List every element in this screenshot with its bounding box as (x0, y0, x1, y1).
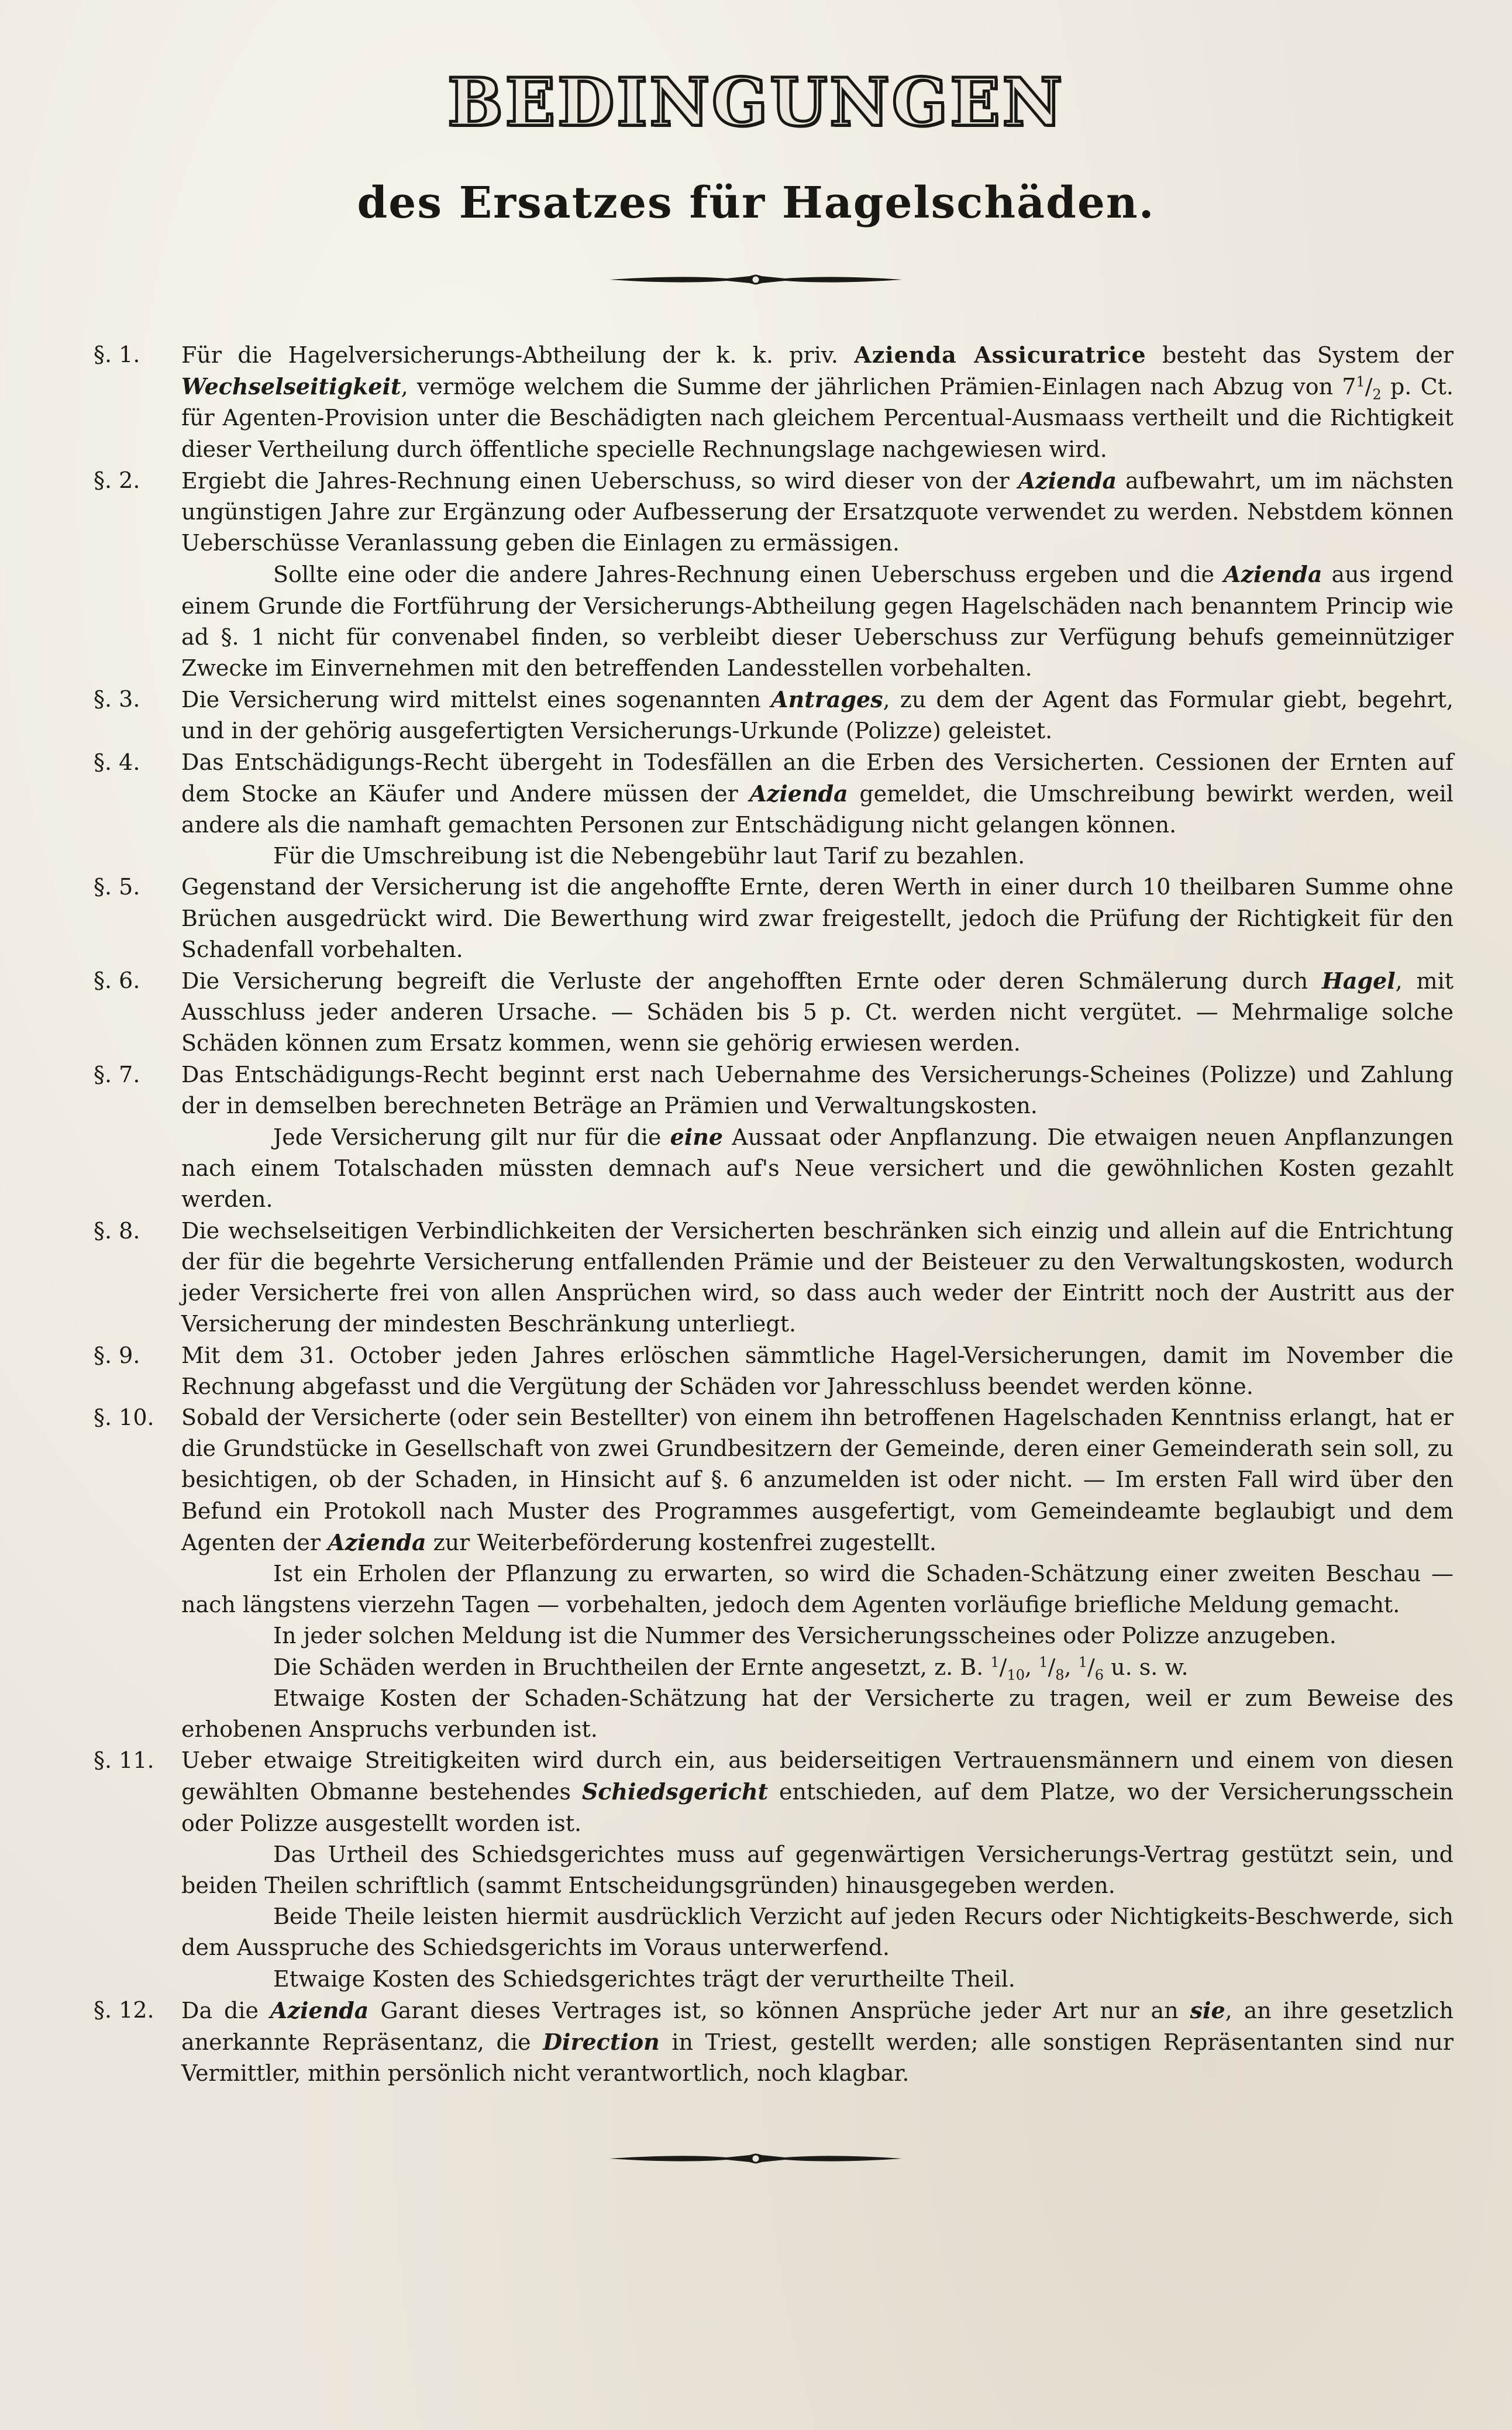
section-7 (94, 1059, 1454, 1121)
section-text: Die Versicherung wird mittelst eines sogenannten Antrages, zu dem der Agent das Formular giebt, begehrt, und in der gehörig ausgefertigten Versicherungs-Urkunde (Polizze) geleistet. (181, 686, 1454, 744)
section-number: §. 9. (94, 1342, 140, 1368)
document-subtitle: des Ersatzes für Hagelschäden. (357, 178, 1155, 228)
section-11-continuation: Etwaige Kosten des Schiedsgerichtes trägt der verurtheilte Theil. (273, 1966, 1015, 1992)
section-11 (94, 1745, 1454, 1839)
section-11-continuation: Beide Theile leisten hiermit ausdrücklich Verzicht auf jeden Recurs oder Nichtigkeits-Beschwerde, sich dem Ausspruche des Schiedsgerichts im Voraus unterwerfend. (181, 1904, 1454, 1961)
section-10-continuation: In jeder solchen Meldung ist die Nummer des Versicherungsscheines oder Polizze anzugeben. (273, 1623, 1337, 1649)
section-2-continuation: Sollte eine oder die andere Jahres-Rechnung einen Ueberschuss ergeben und die Azienda aus irgend einem Grunde die Fortführung der Versicherungs-Abtheilung gegen Hagelschäden nach benanntem Princip wie ad §. 1 nicht für convenabel finden, so verbleibt dieser Ueberschuss zur Verfügung behufs gemeinnütziger Zwecke im Einvernehmen mit den betreffenden Landesstellen vorbehalten. (181, 561, 1454, 681)
section-text: Ergiebt die Jahres-Rechnung einen Ueberschuss, so wird dieser von der Azienda aufbewahrt, um im nächsten ungünstigen Jahre zur Ergänzung oder Aufbesserung der Ersatzquote verwendet zu werden. Nebstdem können Ueberschüsse Veranlassung geben die Einlagen zu ermässigen. (181, 467, 1454, 556)
section-number: §. 2. (94, 467, 140, 493)
section-7-continuation: Jede Versicherung gilt nur für die eine Aussaat oder Anpflanzung. Die etwaigen neuen Anpflanzungen nach einem Totalschaden müssten demnach auf's Neue versichert und die gewöhnlichen Kosten gezahlt werden. (181, 1124, 1454, 1213)
ornamental-divider-bottom (609, 2147, 902, 2170)
section-number: §. 3. (94, 686, 140, 713)
section-text: Mit dem 31. October jeden Jahres erlöschen sämmtliche Hagel-Versicherungen, damit im November die Rechnung abgefasst und die Vergütung der Schäden vor Jahresschluss beendet werden könne. (181, 1342, 1454, 1399)
document-header (0, 64, 1512, 228)
section-5 (94, 872, 1454, 965)
document-title: BEDINGUNGEN (447, 64, 1065, 141)
section-8 (94, 1216, 1454, 1340)
section-12 (94, 1995, 1454, 2090)
conditions-body (94, 339, 1454, 2089)
section-6 (94, 965, 1454, 1059)
section-10-continuation: Ist ein Erholen der Pflanzung zu erwarten, so wird die Schaden-Schätzung einer zweiten Beschau — nach längstens vierzehn Tagen — vorbehalten, jedoch dem Agenten vorläufige briefliche Meldung gemacht. (181, 1560, 1454, 1618)
section-text: Ueber etwaige Streitigkeiten wird durch ein, aus beiderseitigen Vertrauensmännern und einem von diesen gewählten Obmanne bestehendes Schiedsgericht entschieden, auf dem Platze, wo der Versicherungsschein oder Polizze ausgestellt worden ist. (181, 1747, 1454, 1836)
section-text: Das Entschädigungs-Recht beginnt erst nach Uebernahme des Versicherungs-Scheines (Polizze) und Zahlung der in demselben berechneten Beträge an Prämien und Verwaltungskosten. (181, 1061, 1454, 1118)
section-number: §. 10. (94, 1404, 154, 1430)
section-4 (94, 747, 1454, 841)
section-number: §. 8. (94, 1217, 140, 1244)
section-text: Für die Hagelversicherungs-Abtheilung der k. k. priv. Azienda Assicuratrice besteht das System der Wechselseitigkeit, vermöge welchem die Summe der jährlichen Prämien-Einlagen nach Abzug von $7^1/_2$ p. Ct. für Agenten-Provision unter die Beschädigten nach gleichem Percentual-Ausmaass vertheilt und die Richtigkeit dieser Vertheilung durch öffentliche specielle Rechnungslage nachgewiesen wird. (181, 342, 1454, 462)
section-text: Sobald der Versicherte (oder sein Bestellter) von einem ihn betroffenen Hagelschaden Kenntniss erlangt, hat er die Grundstücke in Gesellschaft von zwei Grundbesitzern der Gemeinde, deren einer Gemeinderath sein soll, zu besichtigen, ob der Schaden, in Hinsicht auf §. 6 anzumelden ist oder nicht. — Im ersten Fall wird über den Befund ein Protokoll nach Muster des Programmes ausgefertigt, vom Gemeindeamte beglaubigt und dem Agenten der Azienda zur Weiterbeförderung kostenfrei zugestellt. (181, 1404, 1454, 1555)
section-number: §. 6. (94, 968, 140, 994)
section-4-continuation: Für die Umschreibung ist die Nebengebühr laut Tarif zu bezahlen. (273, 843, 1025, 869)
section-text: Da die Azienda Garant dieses Vertrages ist, so können Ansprüche jeder Art nur an sie, an ihre gesetzlich anerkannte Repräsentanz, die Direction in Triest, gestellt werden; alle sonstigen Repräsentanten sind nur Vermittler, mithin persönlich nicht verantwortlich, noch klagbar. (181, 1997, 1454, 2087)
section-text: Die Versicherung begreift die Verluste der angehofften Ernte oder deren Schmälerung durch Hagel, mit Ausschluss jeder anderen Ursache. — Schäden bis 5 p. Ct. werden nicht vergütet. — Mehrmalige solche Schäden können zum Ersatz kommen, wenn sie gehörig erwiesen werden. (181, 968, 1454, 1056)
section-number: §. 12. (94, 1997, 154, 2023)
section-10-continuation: Die Schäden werden in Bruchtheilen der Ernte angesetzt, z. B. $^1/_{10}$, $^1/_8$, $^1/_6$ u. s. w. (273, 1653, 1189, 1684)
section-number: §. 1. (94, 342, 140, 367)
section-number: §. 4. (94, 749, 140, 775)
section-10-continuation: Etwaige Kosten der Schaden-Schätzung hat der Versicherte zu tragen, weil er zum Beweise des erhobenen Anspruchs verbunden ist. (181, 1685, 1454, 1742)
section-number: §. 5. (94, 874, 140, 900)
section-9 (94, 1340, 1454, 1402)
section-1 (94, 339, 1454, 465)
section-number: §. 11. (94, 1747, 154, 1774)
section-2 (94, 465, 1454, 559)
section-number: §. 7. (94, 1061, 140, 1087)
section-11-continuation: Das Urtheil des Schiedsgerichtes muss auf gegenwärtigen Versicherungs-Vertrag gestützt sein, und beiden Theilen schriftlich (sammt Entscheidungsgründen) hinausgegeben werden. (181, 1841, 1454, 1898)
section-10 (94, 1402, 1454, 1558)
section-3 (94, 684, 1454, 746)
section-text: Die wechselseitigen Verbindlichkeiten der Versicherten beschränken sich einzig und allein auf die Entrichtung der für die begehrte Versicherung entfallenden Prämie und der Beisteuer zu den Verwaltungskosten, wodurch jeder Versicherte frei von allen Ansprüchen wird, so dass auch weder der Eintritt noch der Austritt aus der Versicherung der mindesten Beschränkung unterliegt. (181, 1217, 1454, 1337)
section-text: Das Entschädigungs-Recht übergeht in Todesfällen an die Erben des Versicherten. Cessionen der Ernten auf dem Stocke an Käufer und Andere müssen der Azienda gemeldet, die Umschreibung bewirkt werden, weil andere als die namhaft gemachten Personen zur Entschädigung nicht gelangen können. (181, 749, 1454, 838)
section-text: Gegenstand der Versicherung ist die angehoffte Ernte, deren Werth in einer durch 10 theilbaren Summe ohne Brüchen ausgedrückt wird. Die Bewerthung wird zwar freigestellt, jedoch die Prüfung der Richtigkeit für den Schadenfall vorbehalten. (181, 874, 1454, 962)
ornamental-divider-top (609, 268, 902, 291)
